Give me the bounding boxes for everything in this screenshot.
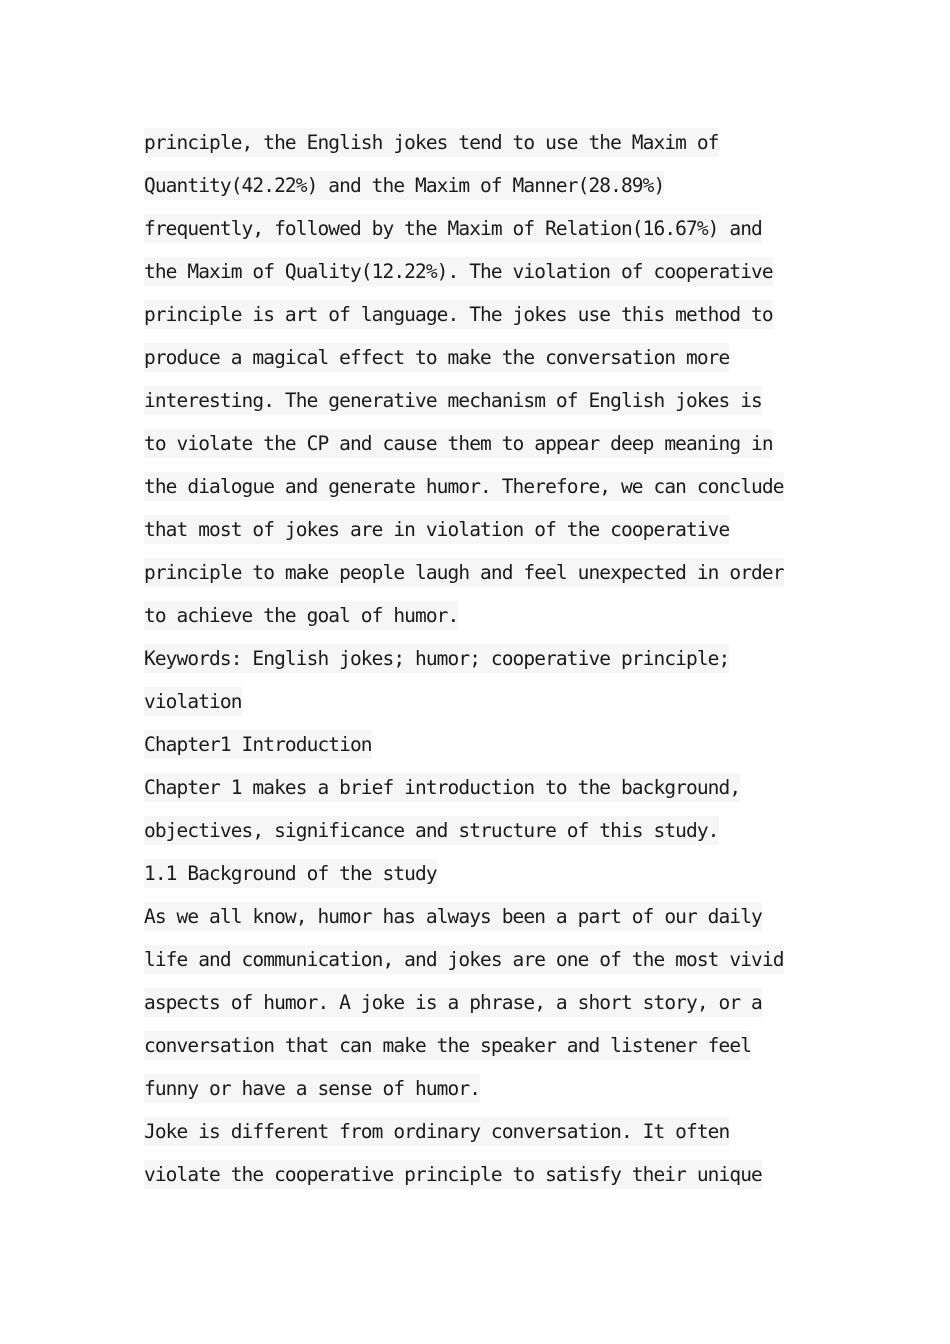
text-line: produce a magical effect to make the conversation more [144, 336, 824, 379]
text-line: conversation that can make the speaker and listener feel [144, 1024, 824, 1067]
text-line: the dialogue and generate humor. Therefore, we can conclude [144, 465, 824, 508]
section-heading: 1.1 Background of the study [144, 852, 824, 895]
text-line: to violate the CP and cause them to appear deep meaning in [144, 422, 824, 465]
text-line: to achieve the goal of humor. [144, 594, 824, 637]
text-line: that most of jokes are in violation of the cooperative [144, 508, 824, 551]
text-line: aspects of humor. A joke is a phrase, a short story, or a [144, 981, 824, 1024]
chapter-heading: Chapter1 Introduction [144, 723, 824, 766]
text-line: principle to make people laugh and feel unexpected in order [144, 551, 824, 594]
text-line: Quantity(42.22%) and the Maxim of Manner(28.89%) [144, 164, 824, 207]
text-line: the Maxim of Quality(12.22%). The violation of cooperative [144, 250, 824, 293]
text-line: violate the cooperative principle to satisfy their unique [144, 1153, 824, 1196]
text-line: frequently, followed by the Maxim of Relation(16.67%) and [144, 207, 824, 250]
text-line: As we all know, humor has always been a part of our daily [144, 895, 824, 938]
keywords-line: Keywords: English jokes; humor; cooperative principle; [144, 637, 824, 680]
keywords-line: violation [144, 680, 824, 723]
text-line: principle is art of language. The jokes use this method to [144, 293, 824, 336]
text-line: Joke is different from ordinary conversation. It often [144, 1110, 824, 1153]
text-line: principle, the English jokes tend to use the Maxim of [144, 121, 824, 164]
text-line: funny or have a sense of humor. [144, 1067, 824, 1110]
body-text [144, 121, 824, 1196]
text-line: interesting. The generative mechanism of English jokes is [144, 379, 824, 422]
text-line: life and communication, and jokes are one of the most vivid [144, 938, 824, 981]
text-line: Chapter 1 makes a brief introduction to the background, [144, 766, 824, 809]
text-line: objectives, significance and structure of this study. [144, 809, 824, 852]
